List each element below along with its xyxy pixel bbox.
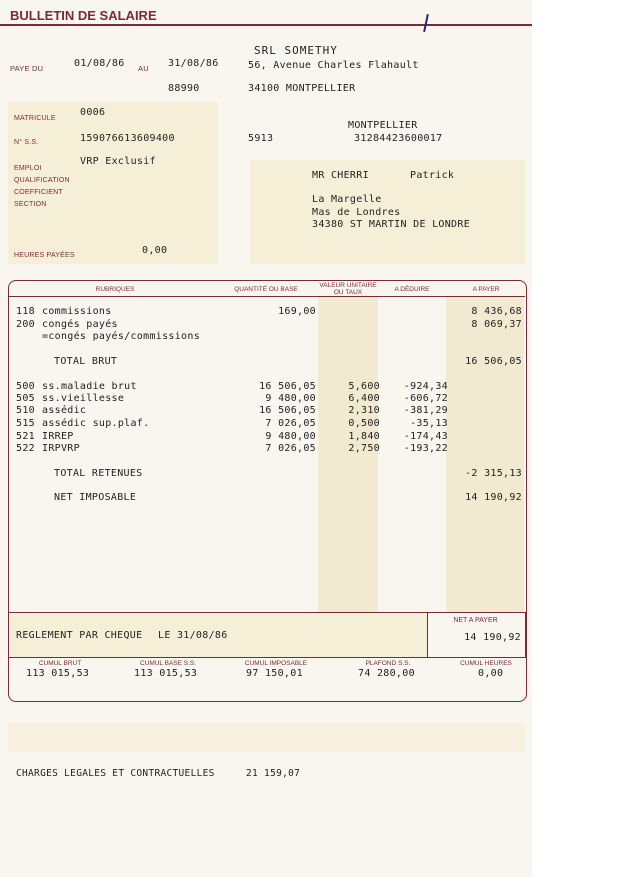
matricule-value: 0006 [80, 107, 106, 118]
au-label: AU [138, 64, 149, 73]
emploi-label: EMPLOI [14, 165, 42, 172]
row-deduct: -381,29 [403, 405, 448, 416]
row-code: 515 [16, 418, 35, 429]
row-code: 118 [16, 306, 35, 317]
row-rate: 5,600 [348, 381, 380, 392]
row-qty: 169,00 [278, 306, 316, 317]
row-rate: 0,500 [348, 418, 380, 429]
row-label: commissions [42, 306, 112, 317]
row-code: 522 [16, 443, 35, 454]
reglement-date: LE 31/08/86 [158, 630, 228, 641]
charges-band [8, 722, 525, 752]
row-label: assédic sup.plaf. [42, 418, 150, 429]
row-deduct: -924,34 [403, 381, 448, 392]
valeur-header-1: VALEUR UNITAIRE [319, 282, 377, 289]
row-label: assédic [42, 405, 87, 416]
nss-label: N° S.S. [14, 139, 39, 146]
row-rate: 6,400 [348, 393, 380, 404]
employee-address-3: 34380 ST MARTIN DE LONDRE [312, 219, 471, 230]
row-rate: 1,840 [348, 431, 380, 442]
cumul-value: 97 150,01 [246, 668, 303, 679]
header-rule [9, 296, 525, 297]
employer-city: MONTPELLIER [348, 120, 418, 131]
pen-mark [423, 14, 429, 32]
total-retenues-label: TOTAL RETENUES [54, 468, 143, 479]
section-label: SECTION [14, 201, 47, 208]
cumul-value: 113 015,53 [26, 668, 90, 679]
row-code: 505 [16, 393, 35, 404]
row-qty: 16 506,05 [259, 405, 316, 416]
row-rate: 2,310 [348, 405, 380, 416]
cumul-value: 0,00 [478, 668, 504, 679]
row-deduct: -193,22 [403, 443, 448, 454]
quantite-header: QUANTITÉ OU BASE [234, 286, 298, 293]
valeur-header-2: OU TAUX [333, 289, 363, 296]
row-rate: 2,750 [348, 443, 380, 454]
row-label: =congés payés/commissions [42, 331, 201, 342]
pay-column-shade [446, 296, 524, 612]
charges-label: CHARGES LEGALES ET CONTRACTUELLES [16, 768, 215, 779]
net-imposable-label: NET IMPOSABLE [54, 492, 137, 503]
cumul-label: CUMUL BASE S.S. [139, 660, 197, 667]
matricule-label: MATRICULE [14, 115, 56, 122]
total-retenues-value: -2 315,13 [465, 468, 522, 479]
row-code: 510 [16, 405, 35, 416]
employee-address-1: La Margelle [312, 194, 382, 205]
row-label: IRREP [42, 431, 74, 442]
cumul-label: PLAFOND S.S. [365, 660, 411, 667]
total-brut-label: TOTAL BRUT [54, 356, 118, 367]
employee-address-2: Mas de Londres [312, 207, 401, 218]
row-label: ss.vieillesse [42, 393, 125, 404]
payer-header: A PAYER [472, 286, 500, 293]
net-a-payer-value: 14 190,92 [464, 632, 521, 643]
qualification-label: QUALIFICATION [14, 177, 70, 184]
row-label: congés payés [42, 319, 118, 330]
cumul-rule [9, 657, 525, 658]
rate-column-shade [318, 296, 378, 612]
deduire-header: A DÉDUIRE [394, 286, 430, 293]
row-code: 200 [16, 319, 35, 330]
date-from: 01/08/86 [74, 58, 125, 69]
row-pay: 8 436,68 [471, 306, 522, 317]
row-qty: 16 506,05 [259, 381, 316, 392]
date-to: 31/08/86 [168, 58, 219, 69]
row-qty: 9 480,00 [265, 431, 316, 442]
coefficient-label: COEFFICIENT [14, 189, 63, 196]
row-label: ss.maladie brut [42, 381, 137, 392]
row-deduct: -35,13 [410, 418, 448, 429]
row-pay: 8 069,37 [471, 319, 522, 330]
siret: 31284423600017 [354, 133, 443, 144]
employee-first-name: Patrick [410, 170, 455, 181]
heures-label: HEURES PAYÉES [14, 252, 75, 259]
employer-name: SRL SOMETHY [254, 44, 338, 57]
row-code: 500 [16, 381, 35, 392]
employer-address-1: 56, Avenue Charles Flahault [248, 60, 419, 71]
net-a-payer-label: NET A PAYER [453, 617, 498, 624]
charges-value: 21 159,07 [246, 768, 301, 779]
row-label: IRPVRP [42, 443, 80, 454]
cumul-label: CUMUL IMPOSABLE [244, 660, 308, 667]
row-qty: 7 026,05 [265, 418, 316, 429]
cumul-label: CUMUL BRUT [38, 660, 82, 667]
employee-name: MR CHERRI [312, 170, 369, 181]
employer-address-2: 34100 MONTPELLIER [248, 83, 356, 94]
row-deduct: -606,72 [403, 393, 448, 404]
emploi-value: VRP Exclusif [80, 156, 156, 167]
row-code: 521 [16, 431, 35, 442]
row-qty: 7 026,05 [265, 443, 316, 454]
net-imposable-value: 14 190,92 [465, 492, 522, 503]
heures-value: 0,00 [142, 245, 168, 256]
nss-value: 159076613609400 [80, 133, 175, 144]
cumul-value: 113 015,53 [134, 668, 198, 679]
row-qty: 9 480,00 [265, 393, 316, 404]
cumul-label: CUMUL HEURES [460, 660, 512, 667]
employer-code: 88990 [168, 83, 200, 94]
paye-du-label: PAYE DU [10, 64, 44, 73]
code-5913: 5913 [248, 133, 274, 144]
total-brut-value: 16 506,05 [465, 356, 522, 367]
rubriques-header: RUBRIQUES [95, 286, 135, 293]
document-title: BULLETIN DE SALAIRE [10, 8, 157, 23]
title-rule [0, 24, 532, 26]
cumul-value: 74 280,00 [358, 668, 415, 679]
row-deduct: -174,43 [403, 431, 448, 442]
reglement-label: REGLEMENT PAR CHEQUE [16, 630, 143, 641]
